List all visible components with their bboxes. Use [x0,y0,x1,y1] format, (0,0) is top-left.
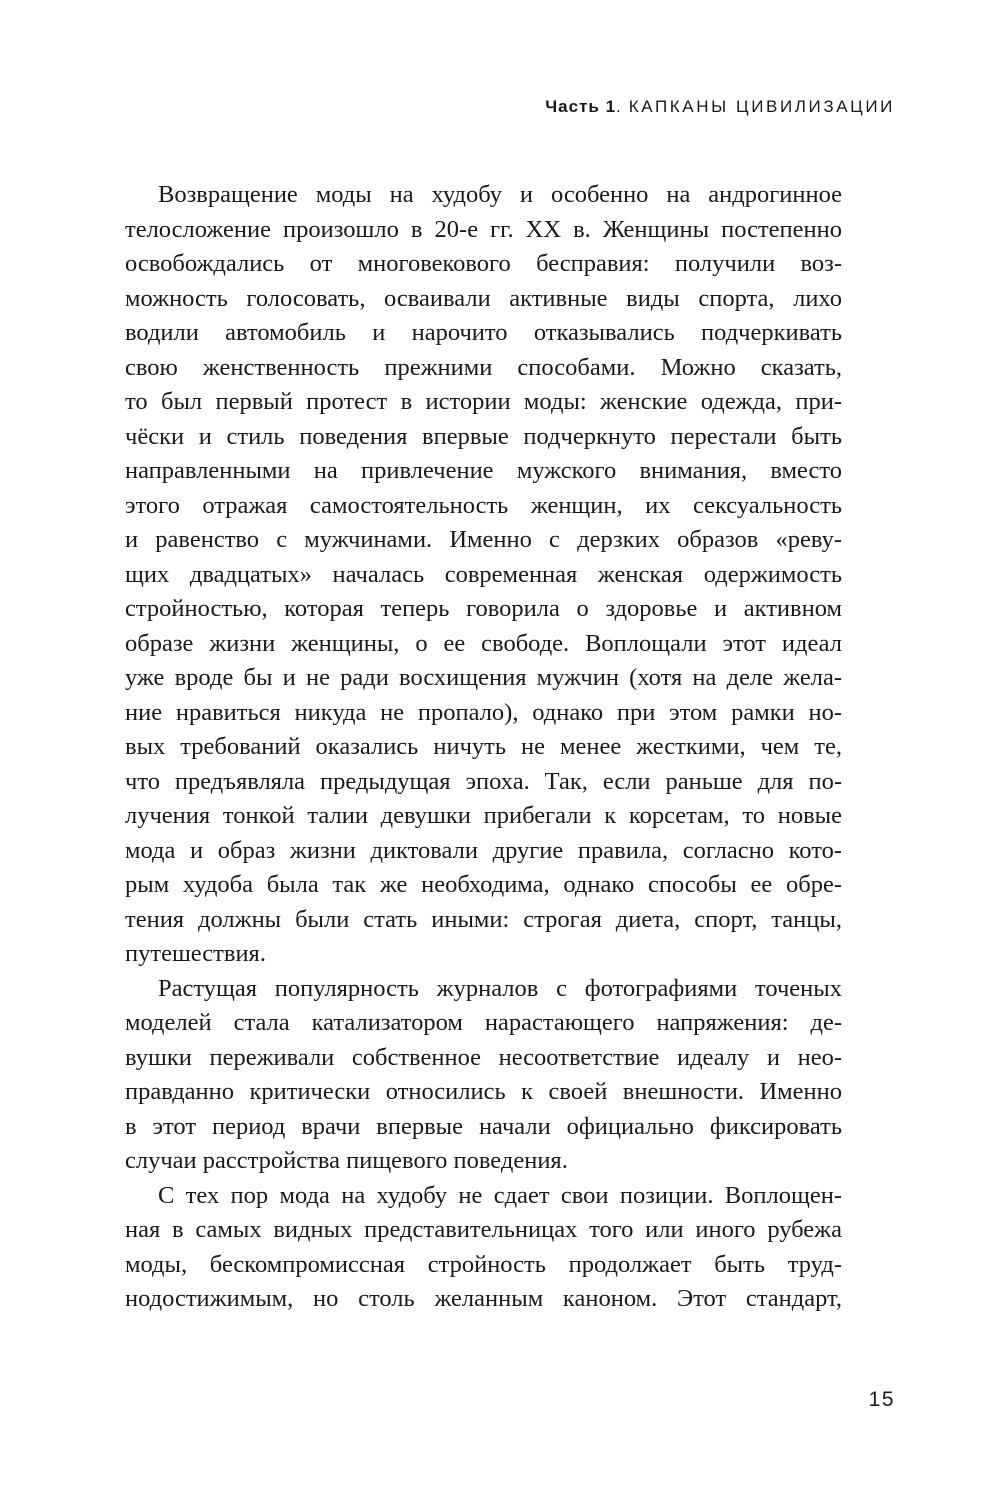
text-line: направленными на привлечение мужского внимания, вместо [125,457,842,484]
text-line: образе жизни женщины, о ее свободе. Воплощали этот идеал [125,629,842,657]
text-line: стройностью, которая теперь говорила о здоровье и активном [125,595,842,622]
running-head [545,97,895,117]
text-line: что предъявляла предыдущая эпоха. Так, если раньше для по- [125,767,842,795]
text-line: ная в самых видных представительницах того или иного рубежа [125,1216,842,1243]
body-text [125,178,842,1317]
text-line: водили автомобиль и нарочито отказывались подчеркивать [125,319,842,346]
text-line: телосложение произошло в 20-е гг. XX в. Женщины постепенно [125,215,842,243]
text-line: этого отражая самостоятельность женщин, их сексуальность [125,491,842,519]
paragraph [125,178,842,972]
text-line: свою женственность прежними способами. Можно сказать, [125,353,842,381]
text-line: мода и образ жизни диктовали другие правила, согласно кото- [125,836,842,864]
text-line: вых требований оказались ничуть не менее жесткими, чем те, [125,733,842,760]
text-line: Возвращение моды на худобу и особенно на андрогинное [158,181,842,208]
text-line: можность голосовать, осваивали активные виды спорта, лихо [125,284,842,312]
text-line: правданно критически относились к своей внешности. Именно [125,1078,842,1105]
text-line: то был первый протест в истории моды: женские одежда, при- [125,388,842,415]
text-line: и равенство с мужчинами. Именно с дерзких образов «реву- [125,526,842,553]
text-line: путешествия. [125,940,266,967]
text-line: ние нравиться никуда не пропало), однако при этом рамки но- [125,698,842,726]
text-line: случаи расстройства пищевого поведения. [125,1147,568,1174]
header-separator: . [616,97,629,116]
text-line: моделей стала катализатором нарастающего напряжения: де- [125,1009,842,1036]
text-line: С тех пор мода на худобу не сдает свои позиции. Воплощен- [158,1181,842,1209]
text-line: лучения тонкой талии девушки прибегали к корсетам, то новые [125,802,842,829]
text-line: чёски и стиль поведения впервые подчеркнуто перестали быть [125,422,842,450]
text-line: освобождались от многовекового бесправия: получили воз- [125,250,842,277]
paragraph [125,972,842,1179]
text-line: уже вроде бы и не ради восхищения мужчин (хотя на деле жела- [125,664,842,691]
text-line: нодостижимым, но столь желанным каноном. Этот стандарт, [125,1285,842,1312]
part-label: Часть 1 [545,97,617,116]
text-line: вушки переживали собственное несоответствие идеалу и нео- [125,1043,842,1071]
text-line: рым худоба была так же необходима, однако способы ее обре- [125,871,842,898]
text-line: Растущая популярность журналов с фотографиями точеных [158,974,842,1002]
text-line: в этот период врачи впервые начали официально фиксировать [125,1112,842,1140]
page-number: 15 [868,1388,895,1411]
text-line: моды, бескомпромиссная стройность продолжает быть труд- [125,1250,842,1278]
paragraph [125,1179,842,1317]
chapter-title: КАПКАНЫ ЦИВИЛИЗАЦИИ [628,97,895,116]
text-line: щих двадцатых» началась современная женская одержимость [125,560,842,588]
text-line: тения должны были стать иными: строгая диета, спорт, танцы, [125,905,842,933]
